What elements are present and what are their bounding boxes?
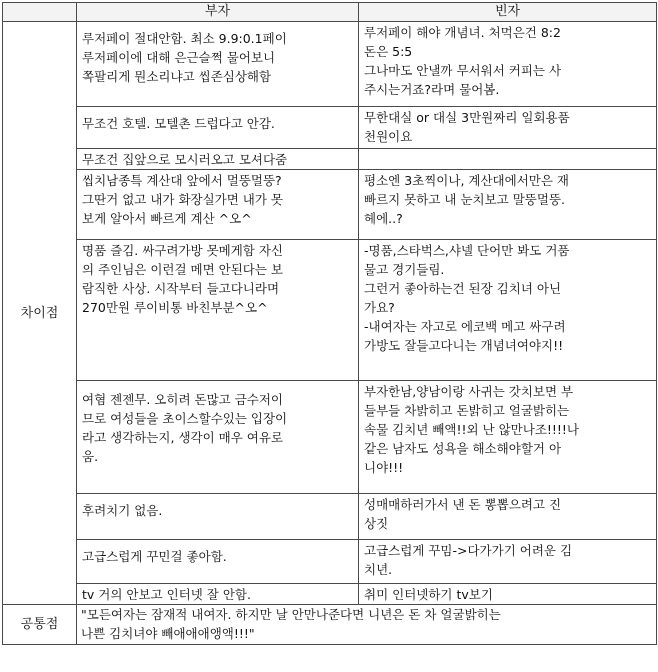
poor-cell <box>359 240 657 381</box>
cell-line: 고급스럽게 꾸밈->다가가기 어려운 김 <box>364 543 573 558</box>
common-row <box>3 605 657 645</box>
cell-line: 니야!!! <box>364 460 404 475</box>
cell-line: 속물 김치년 빼액!!외 난 않만나조!!!!나 <box>364 422 580 437</box>
common-cell <box>77 605 657 645</box>
cell-line: 무조건 호텔. 모텔촌 드럽다고 안감. <box>82 116 275 131</box>
cell-line: -명품,스타벅스,샤넬 단어만 봐도 거품 <box>364 243 570 258</box>
category-common: 공통점 <box>3 605 77 645</box>
table-row <box>3 584 657 605</box>
cell-line: 상짓 <box>364 516 389 531</box>
cell-line: 명품 즐김. 싸구려가방 못메게함 자신 <box>82 243 283 258</box>
cell-line: 람직한 사상. 시작부터 들고다니라며 <box>82 281 280 296</box>
header-rich: 부자 <box>77 3 359 22</box>
poor-cell <box>359 149 657 170</box>
cell-line: 천원이요 <box>364 129 413 144</box>
cell-line: 후려치기 없음. <box>82 503 163 518</box>
poor-cell <box>359 22 657 107</box>
poor-cell <box>359 170 657 240</box>
poor-cell <box>359 494 657 540</box>
poor-cell <box>359 540 657 584</box>
cell-line: 주시는거죠?라며 물어봄. <box>364 82 500 97</box>
cell-line: 나쁜 김치녀야 빼애애애앵액!!!" <box>81 626 255 641</box>
table-row <box>3 540 657 584</box>
poor-cell <box>359 107 657 149</box>
cell-line: 치년. <box>364 562 393 577</box>
cell-line: 그런거 좋아하는건 된장 김치녀 아닌 <box>364 281 562 296</box>
table-row <box>3 149 657 170</box>
header-empty <box>3 3 77 22</box>
category-differences: 차이점 <box>3 22 77 605</box>
cell-line: 그딴거 없고 내가 화장실가면 내가 못 <box>82 192 283 207</box>
cell-line: 루저페이 해야 개념녀. 처먹은건 8:2 <box>364 25 561 40</box>
cell-line: 물고 경기들림. <box>364 262 445 277</box>
cell-line: 보게 알아서 빠르게 계산 ^오^ <box>82 211 252 226</box>
cell-line: 빠르지 못하고 내 눈치보고 말뚱멀뚱. <box>364 192 565 207</box>
cell-line: 고급스럽게 꾸민걸 좋아함. <box>82 549 227 564</box>
rich-cell <box>77 381 359 494</box>
cell-line: 성매매하러가서 낸 돈 뽕뽑으려고 진 <box>364 497 562 512</box>
rich-cell <box>77 149 359 170</box>
cell-line: 그나마도 안낼까 무서워서 커피는 사 <box>364 63 562 78</box>
rich-cell <box>77 107 359 149</box>
cell-line: 움. <box>82 449 99 464</box>
table-row <box>3 170 657 240</box>
cell-line: tv 거의 안보고 인터넷 잘 안함. <box>82 587 251 602</box>
cell-line: 무한대실 or 대실 3만원짜리 일회용품 <box>364 110 570 125</box>
cell-line: 무조건 집앞으로 모시러오고 모셔다줌 <box>82 152 288 167</box>
cell-line: 돈은 5:5 <box>364 44 413 59</box>
table-row <box>3 240 657 381</box>
cell-line: 의 주인님은 이런걸 메면 안된다는 보 <box>82 262 283 277</box>
table-row <box>3 107 657 149</box>
table-row <box>3 22 657 107</box>
poor-cell <box>359 584 657 605</box>
cell-line: 270만원 루이비통 바친부분^오^ <box>82 300 268 315</box>
cell-line: 취미 인터넷하기 tv보기 <box>364 587 493 602</box>
rich-cell <box>77 170 359 240</box>
header-poor: 빈자 <box>359 3 657 22</box>
cell-line: "모든여자는 잠재적 내여자. 하지만 날 안만나준다면 니년은 돈 차 얼굴밝히는 <box>81 607 501 622</box>
comparison-table <box>2 2 657 645</box>
cell-line: -내여자는 자고로 에코백 메고 싸구려 <box>364 319 566 334</box>
cell-line: 여혐 젠젠무. 오히려 돈많고 금수저이 <box>82 392 283 407</box>
rich-cell <box>77 584 359 605</box>
cell-line: 라고 생각하는지, 생각이 매우 여유로 <box>82 430 283 445</box>
cell-line: 루저페이에 대해 은근슬쩍 물어보니 <box>82 50 276 65</box>
rich-cell <box>77 240 359 381</box>
cell-line: 가방도 잘들고다니는 개념녀여야지!! <box>364 338 564 353</box>
poor-cell <box>359 381 657 494</box>
cell-line: 므로 여성들을 초이스할수있는 입장이 <box>82 411 288 426</box>
cell-line: 들부들 차밝히고 돈밝히고 얼굴밝히는 <box>364 403 570 418</box>
cell-line: 평소엔 3초찍이나, 계산대에서만은 재 <box>364 173 569 188</box>
cell-line: 씹치남종특 계산대 앞에서 멀뚱멀뚱? <box>82 173 282 188</box>
cell-line: 루저페이 절대안함. 최소 9.9:0.1페이 <box>82 31 287 46</box>
table-row <box>3 381 657 494</box>
rich-cell <box>77 22 359 107</box>
rich-cell <box>77 540 359 584</box>
header-row <box>3 3 657 22</box>
cell-line: 쪽팔리게 뭔소리냐고 씹존심상해함 <box>82 69 272 84</box>
rich-cell <box>77 494 359 540</box>
table-row <box>3 494 657 540</box>
cell-line: 같은 남자도 성욕을 해소해야할거 아 <box>364 441 562 456</box>
cell-line: 부자한남,양남이랑 사귀는 갓치보면 부 <box>364 384 574 399</box>
cell-line: 헤에..? <box>364 211 403 226</box>
cell-line: 가요? <box>364 300 395 315</box>
